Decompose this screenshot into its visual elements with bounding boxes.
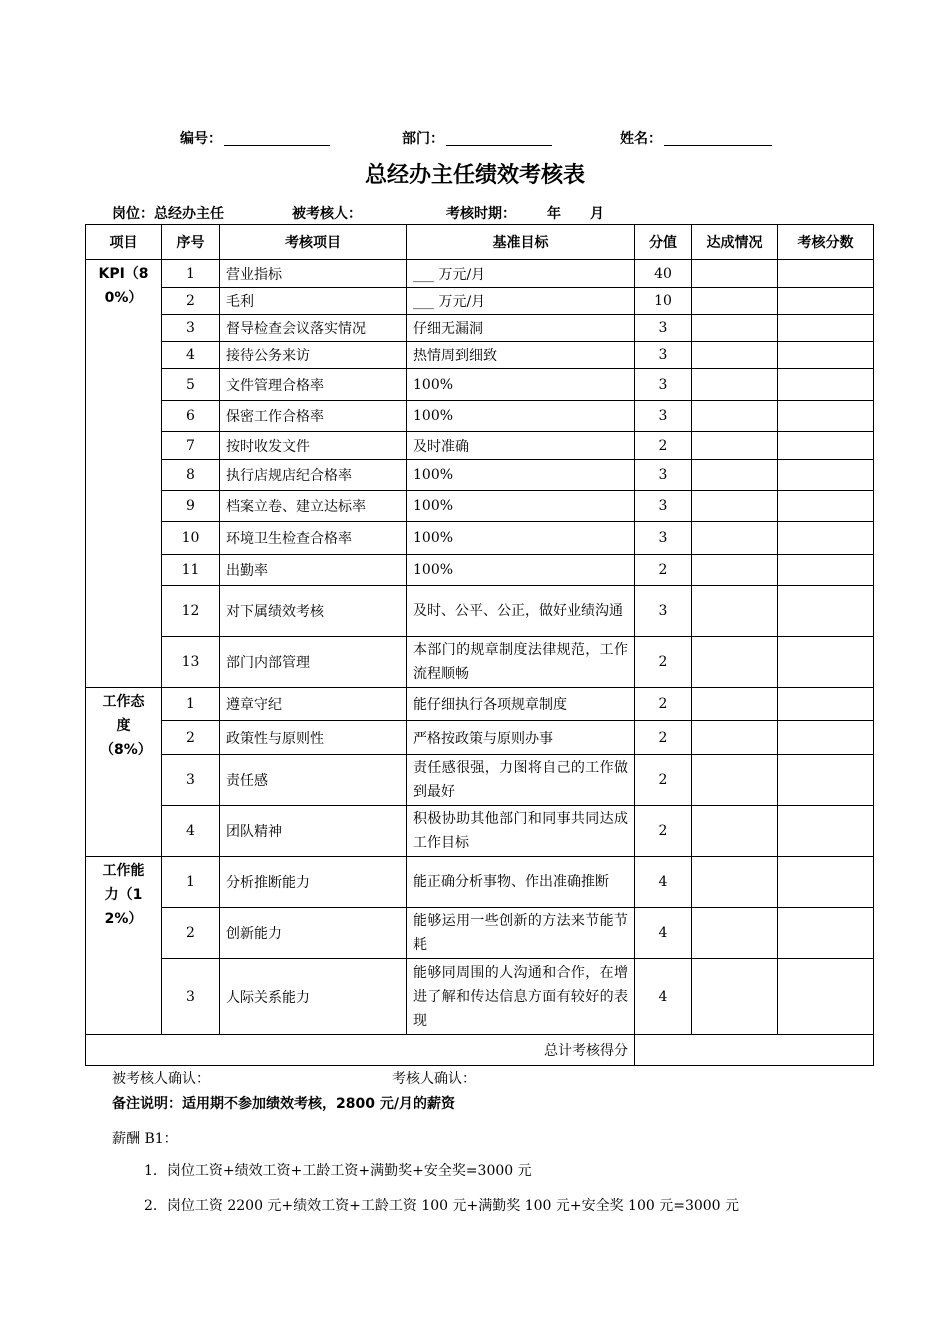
score-cell: 3 bbox=[635, 522, 692, 555]
salary-formula-1: 1．岗位工资+绩效工资+工龄工资+满勤奖+安全奖=3000 元 bbox=[144, 1163, 532, 1179]
achievement-cell[interactable] bbox=[692, 688, 778, 721]
achievement-cell[interactable] bbox=[692, 959, 778, 1035]
salary-formula-2: 2．岗位工资 2200 元+绩效工资+工龄工资 100 元+满勤奖 100 元+安全奖 100 元=3000 元 bbox=[144, 1198, 740, 1214]
target-cell: 仔细无漏洞 bbox=[407, 315, 635, 342]
target-cell: ___ 万元/月 bbox=[407, 288, 635, 315]
achievement-cell[interactable] bbox=[692, 806, 778, 857]
assessment-score-cell[interactable] bbox=[778, 522, 874, 555]
assessment-score-cell[interactable] bbox=[778, 806, 874, 857]
table-row bbox=[86, 288, 874, 315]
item-cell: 营业指标 bbox=[220, 260, 407, 288]
page-title: 总经办主任绩效考核表 bbox=[364, 163, 585, 188]
department-label: 部门： bbox=[402, 131, 444, 147]
seq-cell: 2 bbox=[162, 721, 220, 755]
name-blank[interactable] bbox=[664, 131, 772, 146]
seq-cell: 9 bbox=[162, 491, 220, 522]
score-cell: 2 bbox=[635, 721, 692, 755]
col-header-score: 分值 bbox=[635, 225, 692, 260]
table-header-row bbox=[86, 225, 874, 260]
score-cell: 2 bbox=[635, 432, 692, 460]
achievement-cell[interactable] bbox=[692, 857, 778, 908]
achievement-cell[interactable] bbox=[692, 401, 778, 432]
total-score-cell[interactable] bbox=[635, 1035, 874, 1066]
seq-cell: 6 bbox=[162, 401, 220, 432]
assessment-score-cell[interactable] bbox=[778, 857, 874, 908]
achievement-cell[interactable] bbox=[692, 586, 778, 637]
target-cell: 100% bbox=[407, 491, 635, 522]
col-header-assessment-score: 考核分数 bbox=[778, 225, 874, 260]
assessment-score-cell[interactable] bbox=[778, 432, 874, 460]
score-cell: 2 bbox=[635, 637, 692, 688]
table-row bbox=[86, 721, 874, 755]
position-info: 岗位：总经办主任 bbox=[112, 206, 224, 222]
name-label: 姓名： bbox=[620, 131, 662, 147]
assessment-table bbox=[85, 224, 874, 1066]
category-attitude: 工作态度（8%） bbox=[86, 688, 162, 857]
seq-cell: 3 bbox=[162, 959, 220, 1035]
target-cell: 能够运用一些创新的方法来节能节耗 bbox=[407, 908, 635, 959]
seq-cell: 12 bbox=[162, 586, 220, 637]
achievement-cell[interactable] bbox=[692, 288, 778, 315]
target-cell: 积极协助其他部门和同事共同达成工作目标 bbox=[407, 806, 635, 857]
table-row bbox=[86, 688, 874, 721]
item-cell: 责任感 bbox=[220, 755, 407, 806]
score-cell: 3 bbox=[635, 369, 692, 401]
achievement-cell[interactable] bbox=[692, 755, 778, 806]
score-cell: 10 bbox=[635, 288, 692, 315]
number-field[interactable] bbox=[180, 128, 330, 148]
seq-cell: 8 bbox=[162, 460, 220, 491]
period-info: 考核时期： bbox=[446, 206, 516, 222]
col-header-item: 考核项目 bbox=[220, 225, 407, 260]
achievement-cell[interactable] bbox=[692, 432, 778, 460]
table-row bbox=[86, 857, 874, 908]
col-header-achievement: 达成情况 bbox=[692, 225, 778, 260]
table-row bbox=[86, 755, 874, 806]
number-label: 编号： bbox=[180, 131, 222, 147]
target-cell: 能正确分析事物、作出准确推断 bbox=[407, 857, 635, 908]
assessment-score-cell[interactable] bbox=[778, 637, 874, 688]
seq-cell: 3 bbox=[162, 755, 220, 806]
item-cell: 创新能力 bbox=[220, 908, 407, 959]
assessment-score-cell[interactable] bbox=[778, 460, 874, 491]
table-row bbox=[86, 586, 874, 637]
seq-cell: 2 bbox=[162, 288, 220, 315]
achievement-cell[interactable] bbox=[692, 522, 778, 555]
seq-cell: 10 bbox=[162, 522, 220, 555]
score-cell: 3 bbox=[635, 586, 692, 637]
target-cell: 能仔细执行各项规章制度 bbox=[407, 688, 635, 721]
department-blank[interactable] bbox=[446, 131, 552, 146]
col-header-category: 项目 bbox=[86, 225, 162, 260]
achievement-cell[interactable] bbox=[692, 491, 778, 522]
seq-cell: 13 bbox=[162, 637, 220, 688]
score-cell: 3 bbox=[635, 491, 692, 522]
achievement-cell[interactable] bbox=[692, 721, 778, 755]
table-row bbox=[86, 522, 874, 555]
assessment-score-cell[interactable] bbox=[778, 908, 874, 959]
item-cell: 出勤率 bbox=[220, 555, 407, 586]
assessment-score-cell[interactable] bbox=[778, 688, 874, 721]
seq-cell: 1 bbox=[162, 688, 220, 721]
score-cell: 3 bbox=[635, 401, 692, 432]
assessment-score-cell[interactable] bbox=[778, 260, 874, 288]
appraiser-confirm: 考核人确认： bbox=[392, 1071, 476, 1087]
achievement-cell[interactable] bbox=[692, 460, 778, 491]
assessment-score-cell[interactable] bbox=[778, 959, 874, 1035]
item-cell: 文件管理合格率 bbox=[220, 369, 407, 401]
score-cell: 2 bbox=[635, 755, 692, 806]
item-cell: 遵章守纪 bbox=[220, 688, 407, 721]
item-cell: 分析推断能力 bbox=[220, 857, 407, 908]
table-row bbox=[86, 432, 874, 460]
achievement-cell[interactable] bbox=[692, 908, 778, 959]
item-cell: 毛利 bbox=[220, 288, 407, 315]
seq-cell: 7 bbox=[162, 432, 220, 460]
score-cell: 3 bbox=[635, 460, 692, 491]
assessment-score-cell[interactable] bbox=[778, 401, 874, 432]
table-row bbox=[86, 369, 874, 401]
item-cell: 按时收发文件 bbox=[220, 432, 407, 460]
seq-cell: 1 bbox=[162, 260, 220, 288]
col-header-target: 基准目标 bbox=[407, 225, 635, 260]
achievement-cell[interactable] bbox=[692, 637, 778, 688]
seq-cell: 11 bbox=[162, 555, 220, 586]
number-blank[interactable] bbox=[224, 131, 330, 146]
target-cell: 严格按政策与原则办事 bbox=[407, 721, 635, 755]
achievement-cell[interactable] bbox=[692, 555, 778, 586]
appraisee-info: 被考核人： bbox=[292, 206, 362, 222]
target-cell: 责任感很强，力图将自己的工作做到最好 bbox=[407, 755, 635, 806]
table-row bbox=[86, 908, 874, 959]
category-kpi: KPI（80%） bbox=[86, 260, 162, 688]
seq-cell: 5 bbox=[162, 369, 220, 401]
achievement-cell[interactable] bbox=[692, 342, 778, 369]
score-cell: 2 bbox=[635, 555, 692, 586]
item-cell: 保密工作合格率 bbox=[220, 401, 407, 432]
item-cell: 督导检查会议落实情况 bbox=[220, 315, 407, 342]
target-cell: 能够同周围的人沟通和合作，在增进了解和传达信息方面有较好的表现 bbox=[407, 959, 635, 1035]
item-cell: 执行店规店纪合格率 bbox=[220, 460, 407, 491]
item-cell: 环境卫生检查合格率 bbox=[220, 522, 407, 555]
period-month: 月 bbox=[590, 206, 604, 222]
target-cell: 热情周到细致 bbox=[407, 342, 635, 369]
target-cell: 100% bbox=[407, 460, 635, 491]
score-cell: 2 bbox=[635, 688, 692, 721]
table-row bbox=[86, 342, 874, 369]
table-row bbox=[86, 491, 874, 522]
table-row bbox=[86, 806, 874, 857]
achievement-cell[interactable] bbox=[692, 315, 778, 342]
item-cell: 档案立卷、建立达标率 bbox=[220, 491, 407, 522]
target-cell: 100% bbox=[407, 401, 635, 432]
period-year: 年 bbox=[547, 206, 561, 222]
target-cell: 本部门的规章制度法律规范，工作流程顺畅 bbox=[407, 637, 635, 688]
achievement-cell[interactable] bbox=[692, 260, 778, 288]
col-header-seq: 序号 bbox=[162, 225, 220, 260]
table-row bbox=[86, 959, 874, 1035]
target-cell: 及时、公平、公正，做好业绩沟通 bbox=[407, 586, 635, 637]
score-cell: 2 bbox=[635, 806, 692, 857]
target-cell: 100% bbox=[407, 369, 635, 401]
assessment-score-cell[interactable] bbox=[778, 755, 874, 806]
target-cell: 100% bbox=[407, 522, 635, 555]
item-cell: 人际关系能力 bbox=[220, 959, 407, 1035]
assessment-score-cell[interactable] bbox=[778, 315, 874, 342]
seq-cell: 3 bbox=[162, 315, 220, 342]
score-cell: 4 bbox=[635, 908, 692, 959]
score-cell: 4 bbox=[635, 857, 692, 908]
name-field[interactable] bbox=[620, 128, 772, 148]
item-cell: 团队精神 bbox=[220, 806, 407, 857]
score-cell: 3 bbox=[635, 315, 692, 342]
table-row bbox=[86, 401, 874, 432]
item-cell: 对下属绩效考核 bbox=[220, 586, 407, 637]
score-cell: 4 bbox=[635, 959, 692, 1035]
seq-cell: 2 bbox=[162, 908, 220, 959]
category-ability: 工作能力（12%） bbox=[86, 857, 162, 1035]
table-row bbox=[86, 260, 874, 288]
assessment-score-cell[interactable] bbox=[778, 491, 874, 522]
department-field[interactable] bbox=[402, 128, 552, 148]
note: 备注说明：适用期不参加绩效考核，2800 元/月的薪资 bbox=[112, 1096, 455, 1112]
seq-cell: 4 bbox=[162, 342, 220, 369]
target-cell: ___ 万元/月 bbox=[407, 260, 635, 288]
item-cell: 部门内部管理 bbox=[220, 637, 407, 688]
target-cell: 及时准确 bbox=[407, 432, 635, 460]
target-cell: 100% bbox=[407, 555, 635, 586]
seq-cell: 1 bbox=[162, 857, 220, 908]
assessment-score-cell[interactable] bbox=[778, 555, 874, 586]
assessment-score-cell[interactable] bbox=[778, 288, 874, 315]
assessment-score-cell[interactable] bbox=[778, 342, 874, 369]
table-row bbox=[86, 637, 874, 688]
salary-label: 薪酬 B1： bbox=[112, 1131, 178, 1147]
table-row bbox=[86, 555, 874, 586]
assessment-score-cell[interactable] bbox=[778, 369, 874, 401]
table-row bbox=[86, 315, 874, 342]
score-cell: 40 bbox=[635, 260, 692, 288]
item-cell: 政策性与原则性 bbox=[220, 721, 407, 755]
appraisee-confirm: 被考核人确认： bbox=[112, 1071, 210, 1087]
seq-cell: 4 bbox=[162, 806, 220, 857]
score-cell: 3 bbox=[635, 342, 692, 369]
achievement-cell[interactable] bbox=[692, 369, 778, 401]
total-row bbox=[86, 1035, 874, 1066]
total-label: 总计考核得分 bbox=[86, 1035, 635, 1066]
assessment-score-cell[interactable] bbox=[778, 586, 874, 637]
table-row bbox=[86, 460, 874, 491]
assessment-score-cell[interactable] bbox=[778, 721, 874, 755]
item-cell: 接待公务来访 bbox=[220, 342, 407, 369]
